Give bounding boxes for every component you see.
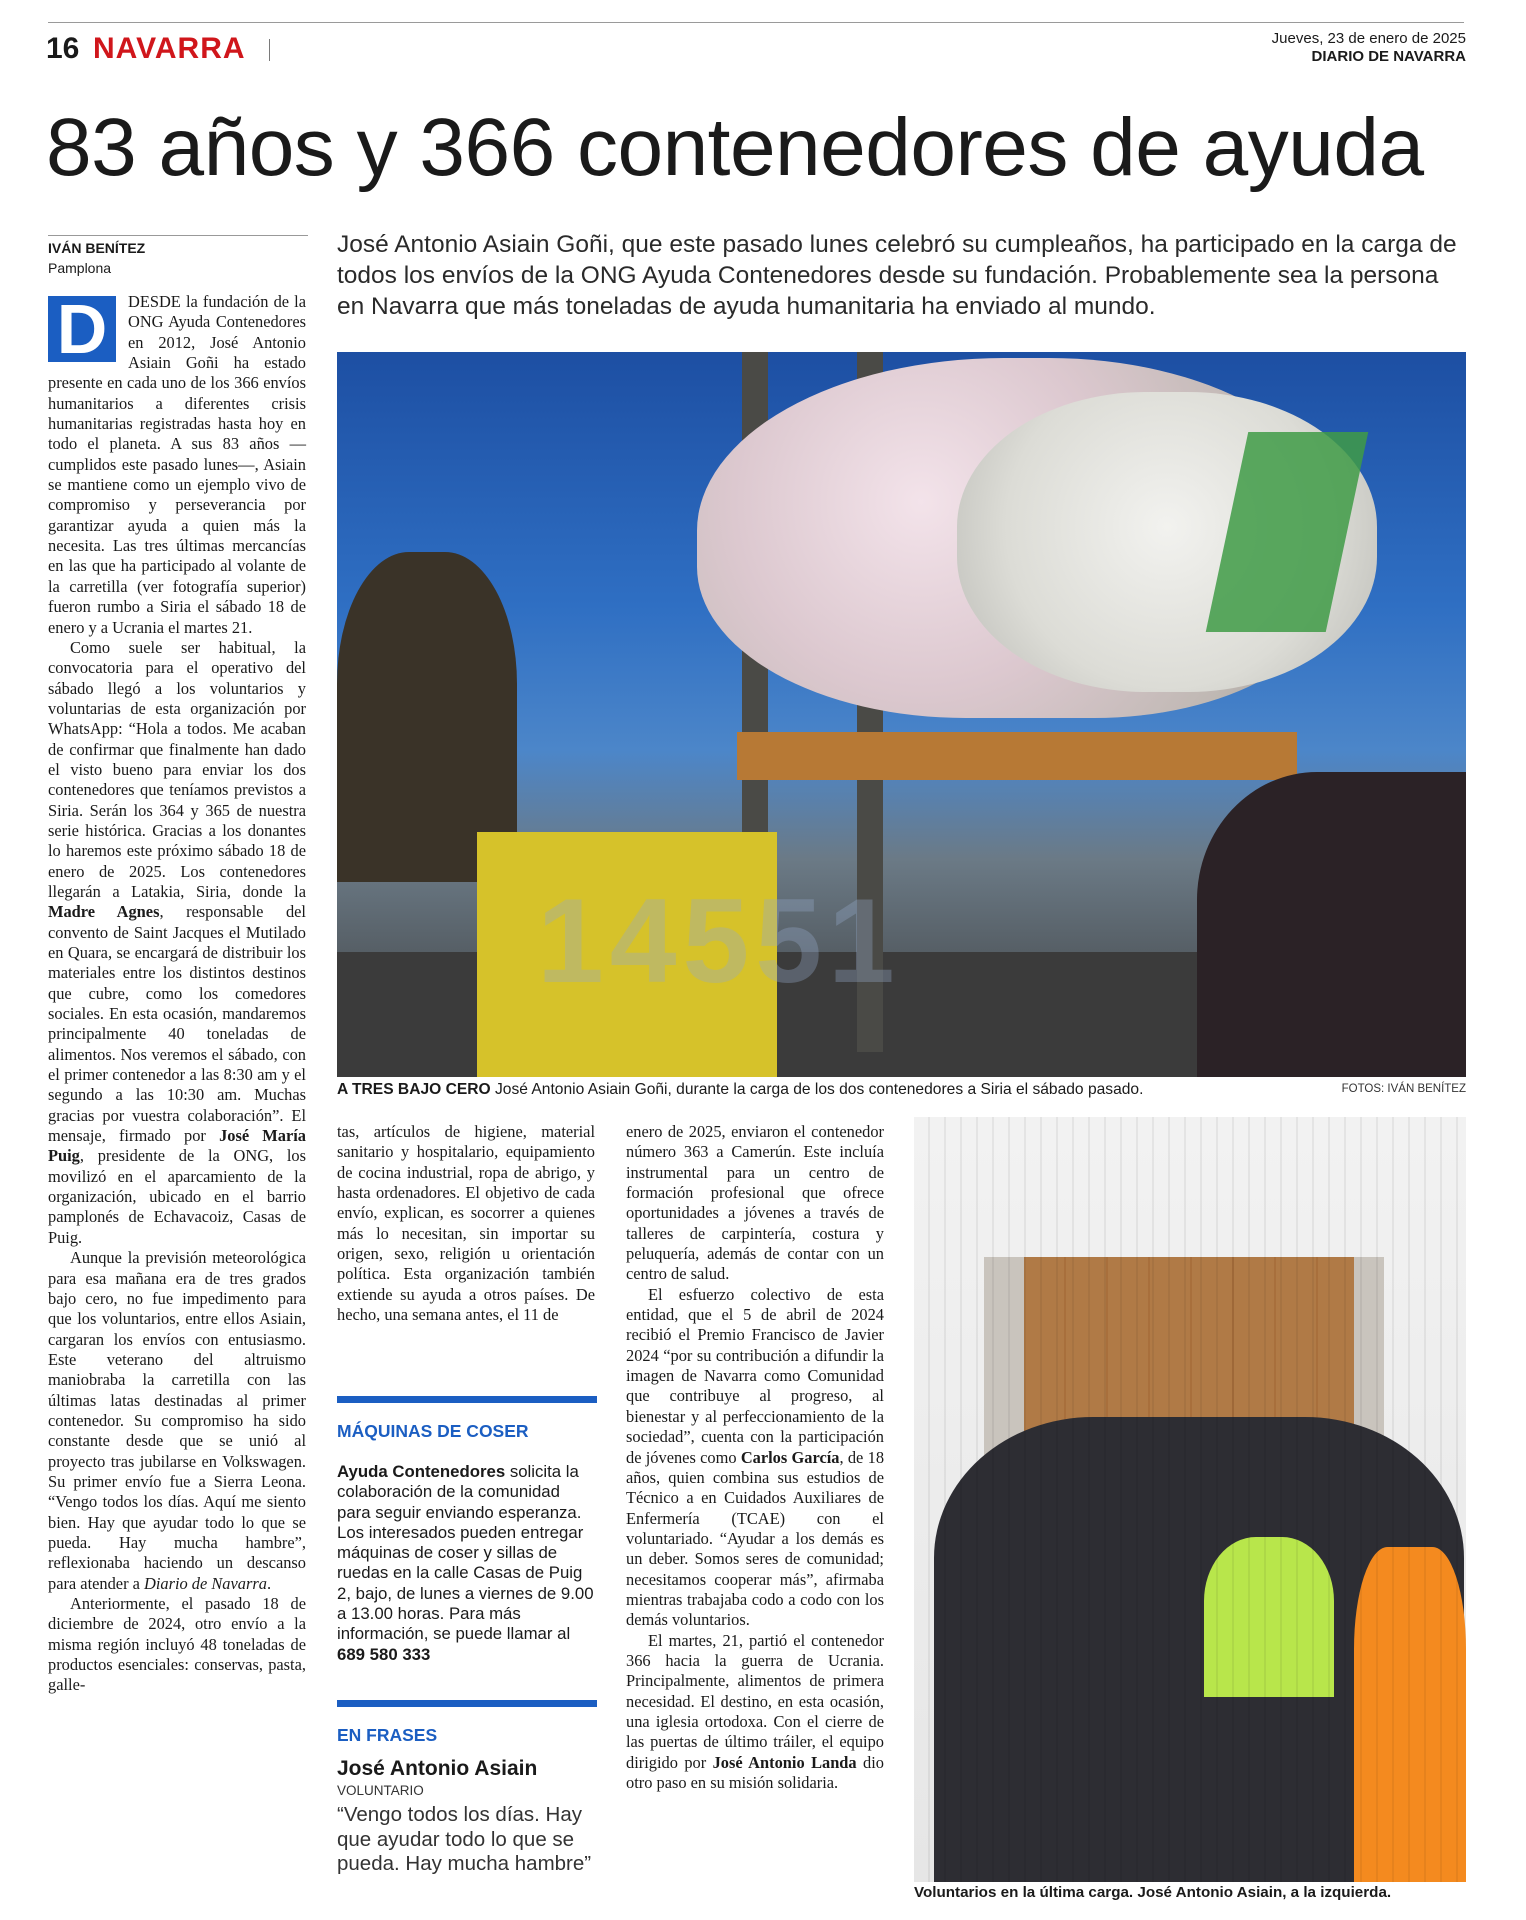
forklift-photo (337, 352, 1466, 1077)
author: IVÁN BENÍTEZ (48, 240, 146, 256)
photo-credit: FOTOS: IVÁN BENÍTEZ (1341, 1083, 1466, 1095)
bold-name: José Antonio Landa (712, 1752, 857, 1772)
headline: 83 años y 366 contenedores de ayuda (46, 102, 1424, 193)
text-run: enero de 2025, enviaron el contenedor número 363 a Camerún. Este incluía instrumental para un centro de formación profesional que ofrece oportunidades a jóvenes a través de talleres de carpintería, costura y peluquería, además de contar con un centro de salud. (626, 1122, 884, 1284)
text-run: Aunque la previsión meteorológica para esa mañana era de tres grados bajo cero, no fue impedimento para que los voluntarios, entre ellos Asiain, cargaran los envíos con entusiasmo. Este veterano del altruismo maniobraba la carretilla con las últimas latas destinadas al primer contenedor. Su compromiso ha sido constante desde que se unió al proyecto tras jubilarse en Volkswagen. Su primer envío fue a Sierra Leona. “Vengo todos los días. Aquí me siento bien. Hay que ayudar todo lo que se pueda. Hay mucha hambre”, reflexionaba haciendo un descanso para atender a (48, 1248, 306, 1593)
paragraph (626, 1631, 884, 1794)
sidebar-title-machines: MÁQUINAS DE COSER (337, 1421, 529, 1441)
paragraph (626, 1122, 884, 1285)
sidebar-text-machines (337, 1462, 597, 1665)
page-number: 16 (46, 32, 80, 65)
text-run: El martes, 21, partió el contenedor 366 hacia la guerra de Ucrania. Principalmente, alimentos de primera necesidad. El destino, en esta ocasión, una iglesia ortodoxa. Con el cierre de las puertas de último tráiler, el equipo dirigido por (626, 1630, 884, 1772)
text-run: , responsable del convento de Saint Jacques el Mutilado en Quara, se encargará de distribuir los materiales entre los distintos destinos que cubre, como los comedores sociales. En esta ocasión, mandaremos principalmente 40 toneladas de alimentos. Nos veremos el sábado, con el primer contenedor a las 8:30 am y el segundo a las 10:30 am. Muchas gracias por vuestra colaboración”. El mensaje, firmado por (48, 902, 306, 1146)
dateline-place: Pamplona (48, 260, 112, 276)
text-run: . (266, 1573, 272, 1593)
section-divider (269, 39, 270, 61)
photo2-caption: Voluntarios en la última carga. José Antonio Asiain, a la izquierda. (914, 1884, 1392, 1901)
photo1-caption (337, 1081, 1143, 1099)
newspaper-name: DIARIO DE NAVARRA (1311, 48, 1466, 65)
bold-name: Madre Agnes (48, 902, 160, 922)
sidebar-rule (337, 1402, 597, 1403)
section-name: NAVARRA (93, 32, 246, 65)
phone-number: 689 580 333 (337, 1644, 431, 1664)
volunteers-photo (914, 1117, 1466, 1882)
subheadline: José Antonio Asiain Goñi, que este pasado lunes celebró su cumpleaños, ha participado en la carga de todos los envíos de la ONG Ayuda Contenedores desde su fundación. Probablemente sea la persona en Navarra que más toneladas de ayuda humanitaria ha enviado al mundo. (337, 231, 1457, 320)
bold-name: Carlos García (740, 1447, 840, 1467)
quote-role: VOLUNTARIO (337, 1783, 424, 1798)
paragraph (48, 292, 306, 638)
caption-lead: A TRES BAJO CERO (337, 1081, 491, 1098)
body-column-3 (626, 1122, 884, 1793)
quote-text: “Vengo todos los días. Hay que ayudar todo lo que se pueda. Hay mucha hambre” (337, 1803, 592, 1875)
issue-date: Jueves, 23 de enero de 2025 (1271, 30, 1466, 47)
drop-cap: D (48, 296, 116, 362)
body-column-1 (48, 292, 306, 1696)
lead-in: DESDE (128, 292, 181, 311)
paragraph (337, 1122, 595, 1325)
text-run: , presidente de la ONG, los movilizó en el aparcamiento de la organización, ubicado en el barrio pamplonés de Echavacoiz, Casas de Puig. (48, 1146, 306, 1247)
sidebar-rule (337, 1706, 597, 1707)
text-run: la fundación de la ONG Ayuda Contenedores en 2012, José Antonio Asiain Goñi ha estado presente en cada uno de los 366 envíos humanitarios a diferentes crisis humanitarias registradas hasta hoy en todo el planeta. A sus 83 años —cumplidos este pasado lunes—, Asiain se mantiene como un ejemplo vivo de compromiso y perseverancia por garantizar ayuda a quien más la necesita. Las tres últimas mercancías en las que ha participado al volante de la carretilla (ver fotografía superior) fueron rumbo a Siria el sábado 18 de enero y a Ucrania el martes 21. (48, 292, 306, 637)
bold-name: José María Puig (48, 1126, 306, 1166)
byline-rule (48, 235, 308, 236)
text-run: dio otro paso en su misión solidaria. (626, 1752, 884, 1792)
container-walls (914, 1117, 1466, 1882)
volunteer-figure (1197, 772, 1466, 1077)
header-rule (48, 22, 1464, 23)
body-column-2 (337, 1122, 595, 1325)
sidebar-title-quote: EN FRASES (337, 1725, 438, 1745)
text-run: tas, artículos de higiene, material sanitario y hospitalario, equipamiento de cocina industrial, ropa de abrigo, y hasta ordenadores. El objetivo de cada envío, explican, es socorrer a quienes más lo necesitan, sin importar su origen, sexo, religión u orientación política. Esta organización también extiende su ayuda a otros países. De hecho, una semana antes, el 11 de (337, 1122, 595, 1325)
photo-watermark: 14551 (537, 874, 901, 1008)
paragraph (48, 638, 306, 1248)
sidebar-body: solicita la colaboración de la comunidad para seguir enviando esperanza. Los interesados pueden entregar máquinas de coser y sillas de ruedas en la calle Casas de Puig 2, bajo, de lunes a viernes de 9.00 a 13.00 horas. Para más información, se puede llamar al (337, 1462, 594, 1644)
text-run: Anteriormente, el pasado 18 de diciembre de 2024, otro envío a la misma región incluyó 48 toneladas de productos esenciales: conservas, pasta, galle- (48, 1594, 306, 1695)
caption-text: José Antonio Asiain Goñi, durante la carga de los dos contenedores a Siria el sábado pasado. (490, 1081, 1144, 1098)
text-run: , de 18 años, quien combina sus estudios de Técnico a en Cuidados Auxiliares de Enfermería (TCAE) con el voluntariado. “Ayudar a los demás es un deber. Somos seres de comunidad; necesitamos cooperar más”, afirmaba mientras trabajaba codo a codo con los demás voluntarios. (626, 1447, 885, 1630)
sidebar-lead: Ayuda Contenedores (337, 1462, 506, 1481)
text-run: Como suele ser habitual, la convocatoria para el operativo del sábado llegó a los voluntarios y voluntarias de esta organización por WhatsApp: “Hola a todos. Me acaban de confirmar que finalmente han dado el visto bueno para enviar los dos contenedores que teníamos previstos a Siria. Serán los 364 y 365 de nuestra serie histórica. Gracias a los donantes lo haremos este próximo sábado 18 de enero de 2025. Los contenedores llegarán a Latakia, Siria, donde la (48, 637, 306, 901)
pallet (737, 732, 1297, 780)
quote-person: José Antonio Asiain (337, 1757, 538, 1780)
paragraph (48, 1594, 306, 1696)
italic-title: Diario de Navarra (144, 1573, 267, 1593)
text-run: El esfuerzo colectivo de esta entidad, que el 5 de abril de 2024 recibió el Premio Francisco de Javier 2024 “por su contribución a difundir la imagen de Navarra como Comunidad que contribuye al progreso, al bienestar y al perfeccionamiento de la sociedad”, cuenta con la participación de jóvenes como (626, 1284, 884, 1467)
paragraph (626, 1285, 884, 1631)
paragraph (48, 1248, 306, 1594)
